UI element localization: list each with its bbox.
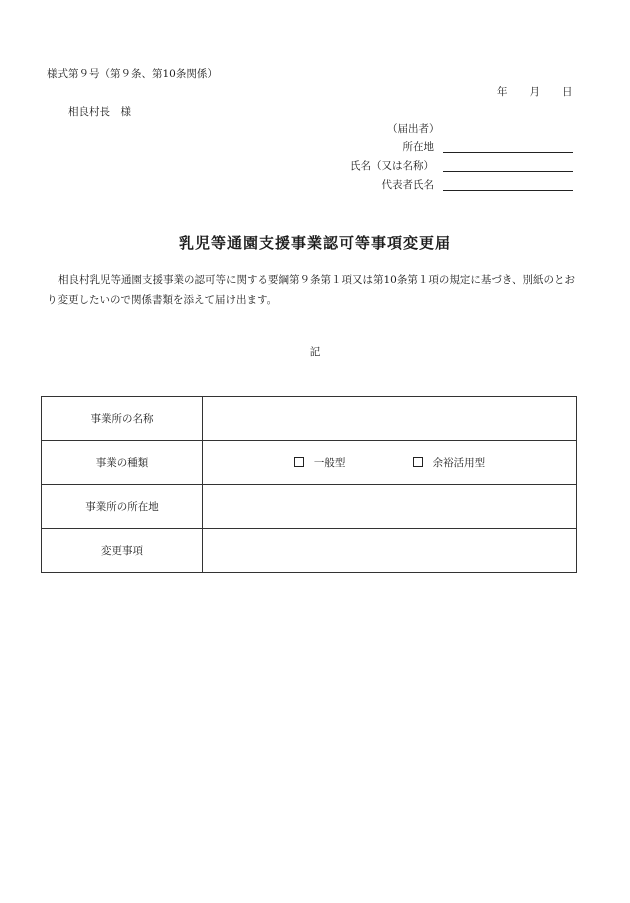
facility-name-cell[interactable] xyxy=(203,397,577,441)
facility-address-cell[interactable] xyxy=(203,485,577,529)
business-type-label: 事業の種類 xyxy=(42,441,203,485)
representative-line[interactable] xyxy=(443,190,573,191)
body-line-2: り変更したいので関係書類を添えて届け出ます。 xyxy=(47,294,278,306)
representative-label: 代表者氏名 xyxy=(381,179,434,191)
document-title: 乳児等通園支援事業認可等事項変更届 xyxy=(178,234,451,252)
facility-address-label: 事業所の所在地 xyxy=(42,485,203,529)
address-label: 所在地 xyxy=(402,141,434,153)
date-year-label: 年 xyxy=(497,86,508,98)
name-field[interactable] xyxy=(0,158,630,174)
change-items-cell[interactable] xyxy=(203,529,577,573)
option-general-label: 一般型 xyxy=(313,457,346,469)
body-text xyxy=(47,270,587,310)
facility-name-label: 事業所の名称 xyxy=(42,397,203,441)
body-line-1: 相良村乳児等通園支援事業の認可等に関する要綱第９条第１項又は第10条第１項の規定に基づき、別紙のとお xyxy=(58,274,575,286)
address-field[interactable] xyxy=(0,139,630,155)
address-line[interactable] xyxy=(443,152,573,153)
table-row xyxy=(42,441,577,485)
change-items-label: 変更事項 xyxy=(42,529,203,573)
table-row xyxy=(42,485,577,529)
option-surplus-label: 余裕活用型 xyxy=(432,457,486,469)
checkbox-icon[interactable] xyxy=(294,457,304,467)
date-line xyxy=(497,84,573,99)
ki-heading: 記 xyxy=(309,346,321,358)
name-label: 氏名（又は名称） xyxy=(350,160,434,172)
name-line[interactable] xyxy=(443,171,573,172)
checkbox-icon[interactable] xyxy=(413,457,423,467)
business-type-cell xyxy=(203,441,577,485)
date-month-label: 月 xyxy=(529,86,540,98)
table-row xyxy=(42,397,577,441)
table-row xyxy=(42,529,577,573)
addressee: 相良村長 様 xyxy=(68,106,131,118)
representative-field[interactable] xyxy=(0,177,630,193)
form-number: 様式第９号（第９条、第10条関係） xyxy=(47,68,218,80)
applicant-label: （届出者） xyxy=(387,123,440,135)
details-table xyxy=(41,396,577,573)
option-surplus[interactable] xyxy=(413,455,486,470)
date-day-label: 日 xyxy=(562,86,573,98)
option-general[interactable] xyxy=(294,455,346,470)
